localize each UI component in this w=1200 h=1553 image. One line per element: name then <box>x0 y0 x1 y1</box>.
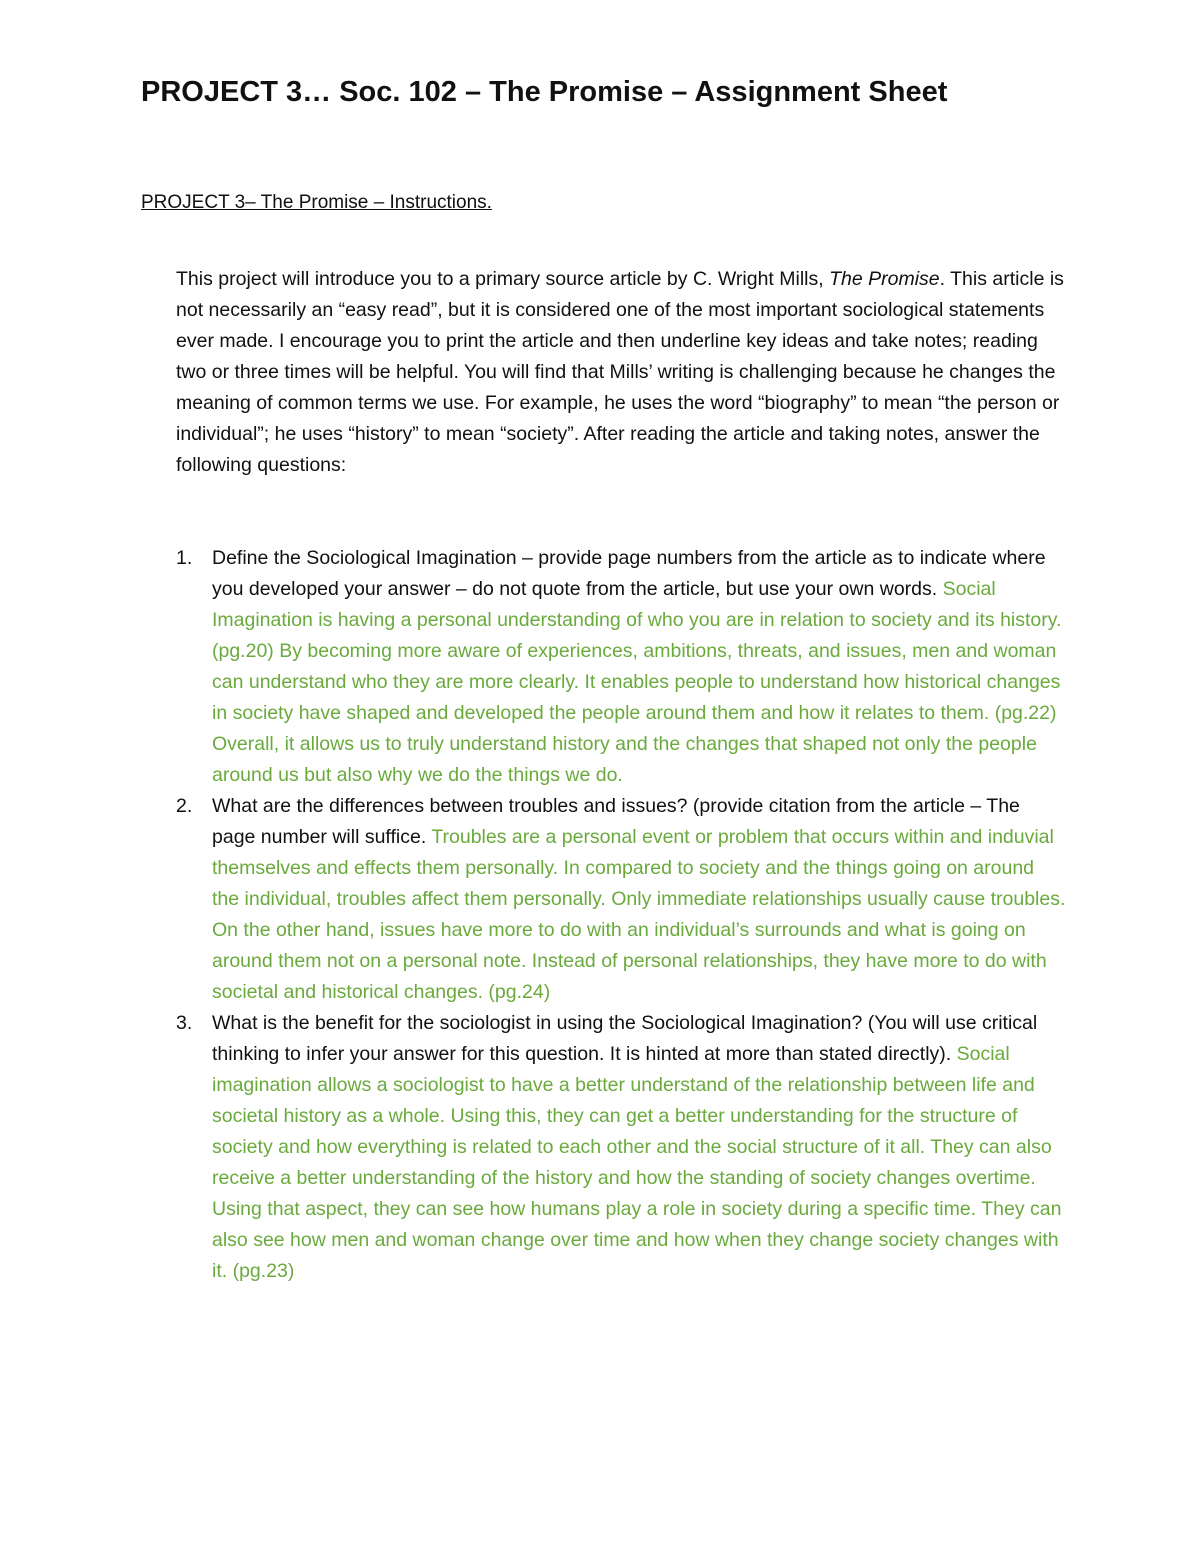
answer-text: Social imagination allows a sociologist to have a better understand of the relationship between life and societal history as a whole. Using this, they can get a better understanding for the structure of society and how everything is related to each other and the social structure of it all. They can also receive a better understanding of the history and how the standing of society changes overtime. Using that aspect, they can see how humans play a role in society during a specific time. They can also see how men and woman change over time and how when they change society changes with it. (pg.23) <box>212 1043 1062 1282</box>
question-item-2 <box>176 791 1066 1008</box>
article-title: The Promise <box>829 268 940 290</box>
intro-text-start: This project will introduce you to a primary source article by C. Wright Mills, <box>176 268 830 290</box>
question-list <box>176 543 1066 1287</box>
document-title: PROJECT 3… Soc. 102 – The Promise – Assignment Sheet <box>141 76 948 108</box>
intro-text-end: . This article is not necessarily an “easy read”, but it is considered one of the most important sociological statements ever made. I encourage you to print the article and then underline key ideas and take notes; reading two or three times will be helpful. You will find that Mills’ writing is challenging because he changes the meaning of common terms we use. For example, he uses the word “biography” to mean “the person or individual”; he uses “history” to mean “society”. After reading the article and taking notes, answer the following questions: <box>176 268 1064 476</box>
question-item-1 <box>176 543 1066 791</box>
question-number: 1. <box>176 547 193 569</box>
answer-text: Social Imagination is having a personal understanding of who you are in relation to society and its history. (pg.20) By becoming more aware of experiences, ambitions, threats, and issues, men and woman can understand who they are more clearly. It enables people to understand how historical changes in society have shaped and developed the people around them and how it relates to them. (pg.22) Overall, it allows us to truly understand history and the changes that shaped not only the people around us but also why we do the things we do. <box>212 578 1062 786</box>
question-prompt: What are the differences between troubles and issues? (provide citation from the article – The page number will suffice. <box>212 795 1020 848</box>
question-number: 2. <box>176 795 193 817</box>
answer-text: Troubles are a personal event or problem that occurs within and induvial themselves and effects them personally. In compared to society and the things going on around the individual, troubles affect them personally. Only immediate relationships usually cause troubles. On the other hand, issues have more to do with an individual’s surrounds and what is going on around them not on a personal note. Instead of personal relationships, they have more to do with societal and historical changes. (pg.24) <box>212 826 1066 1003</box>
instructions-heading: PROJECT 3– The Promise – Instructions. <box>141 192 492 213</box>
intro-paragraph <box>176 264 1066 481</box>
question-prompt: What is the benefit for the sociologist in using the Sociological Imagination? (You will use critical thinking to infer your answer for this question. It is hinted at more than stated directly). <box>212 1012 1038 1065</box>
question-prompt: Define the Sociological Imagination – provide page numbers from the article as to indicate where you developed your answer – do not quote from the article, but use your own words. <box>212 547 1046 600</box>
question-number: 3. <box>176 1012 193 1034</box>
question-item-3 <box>176 1008 1066 1287</box>
